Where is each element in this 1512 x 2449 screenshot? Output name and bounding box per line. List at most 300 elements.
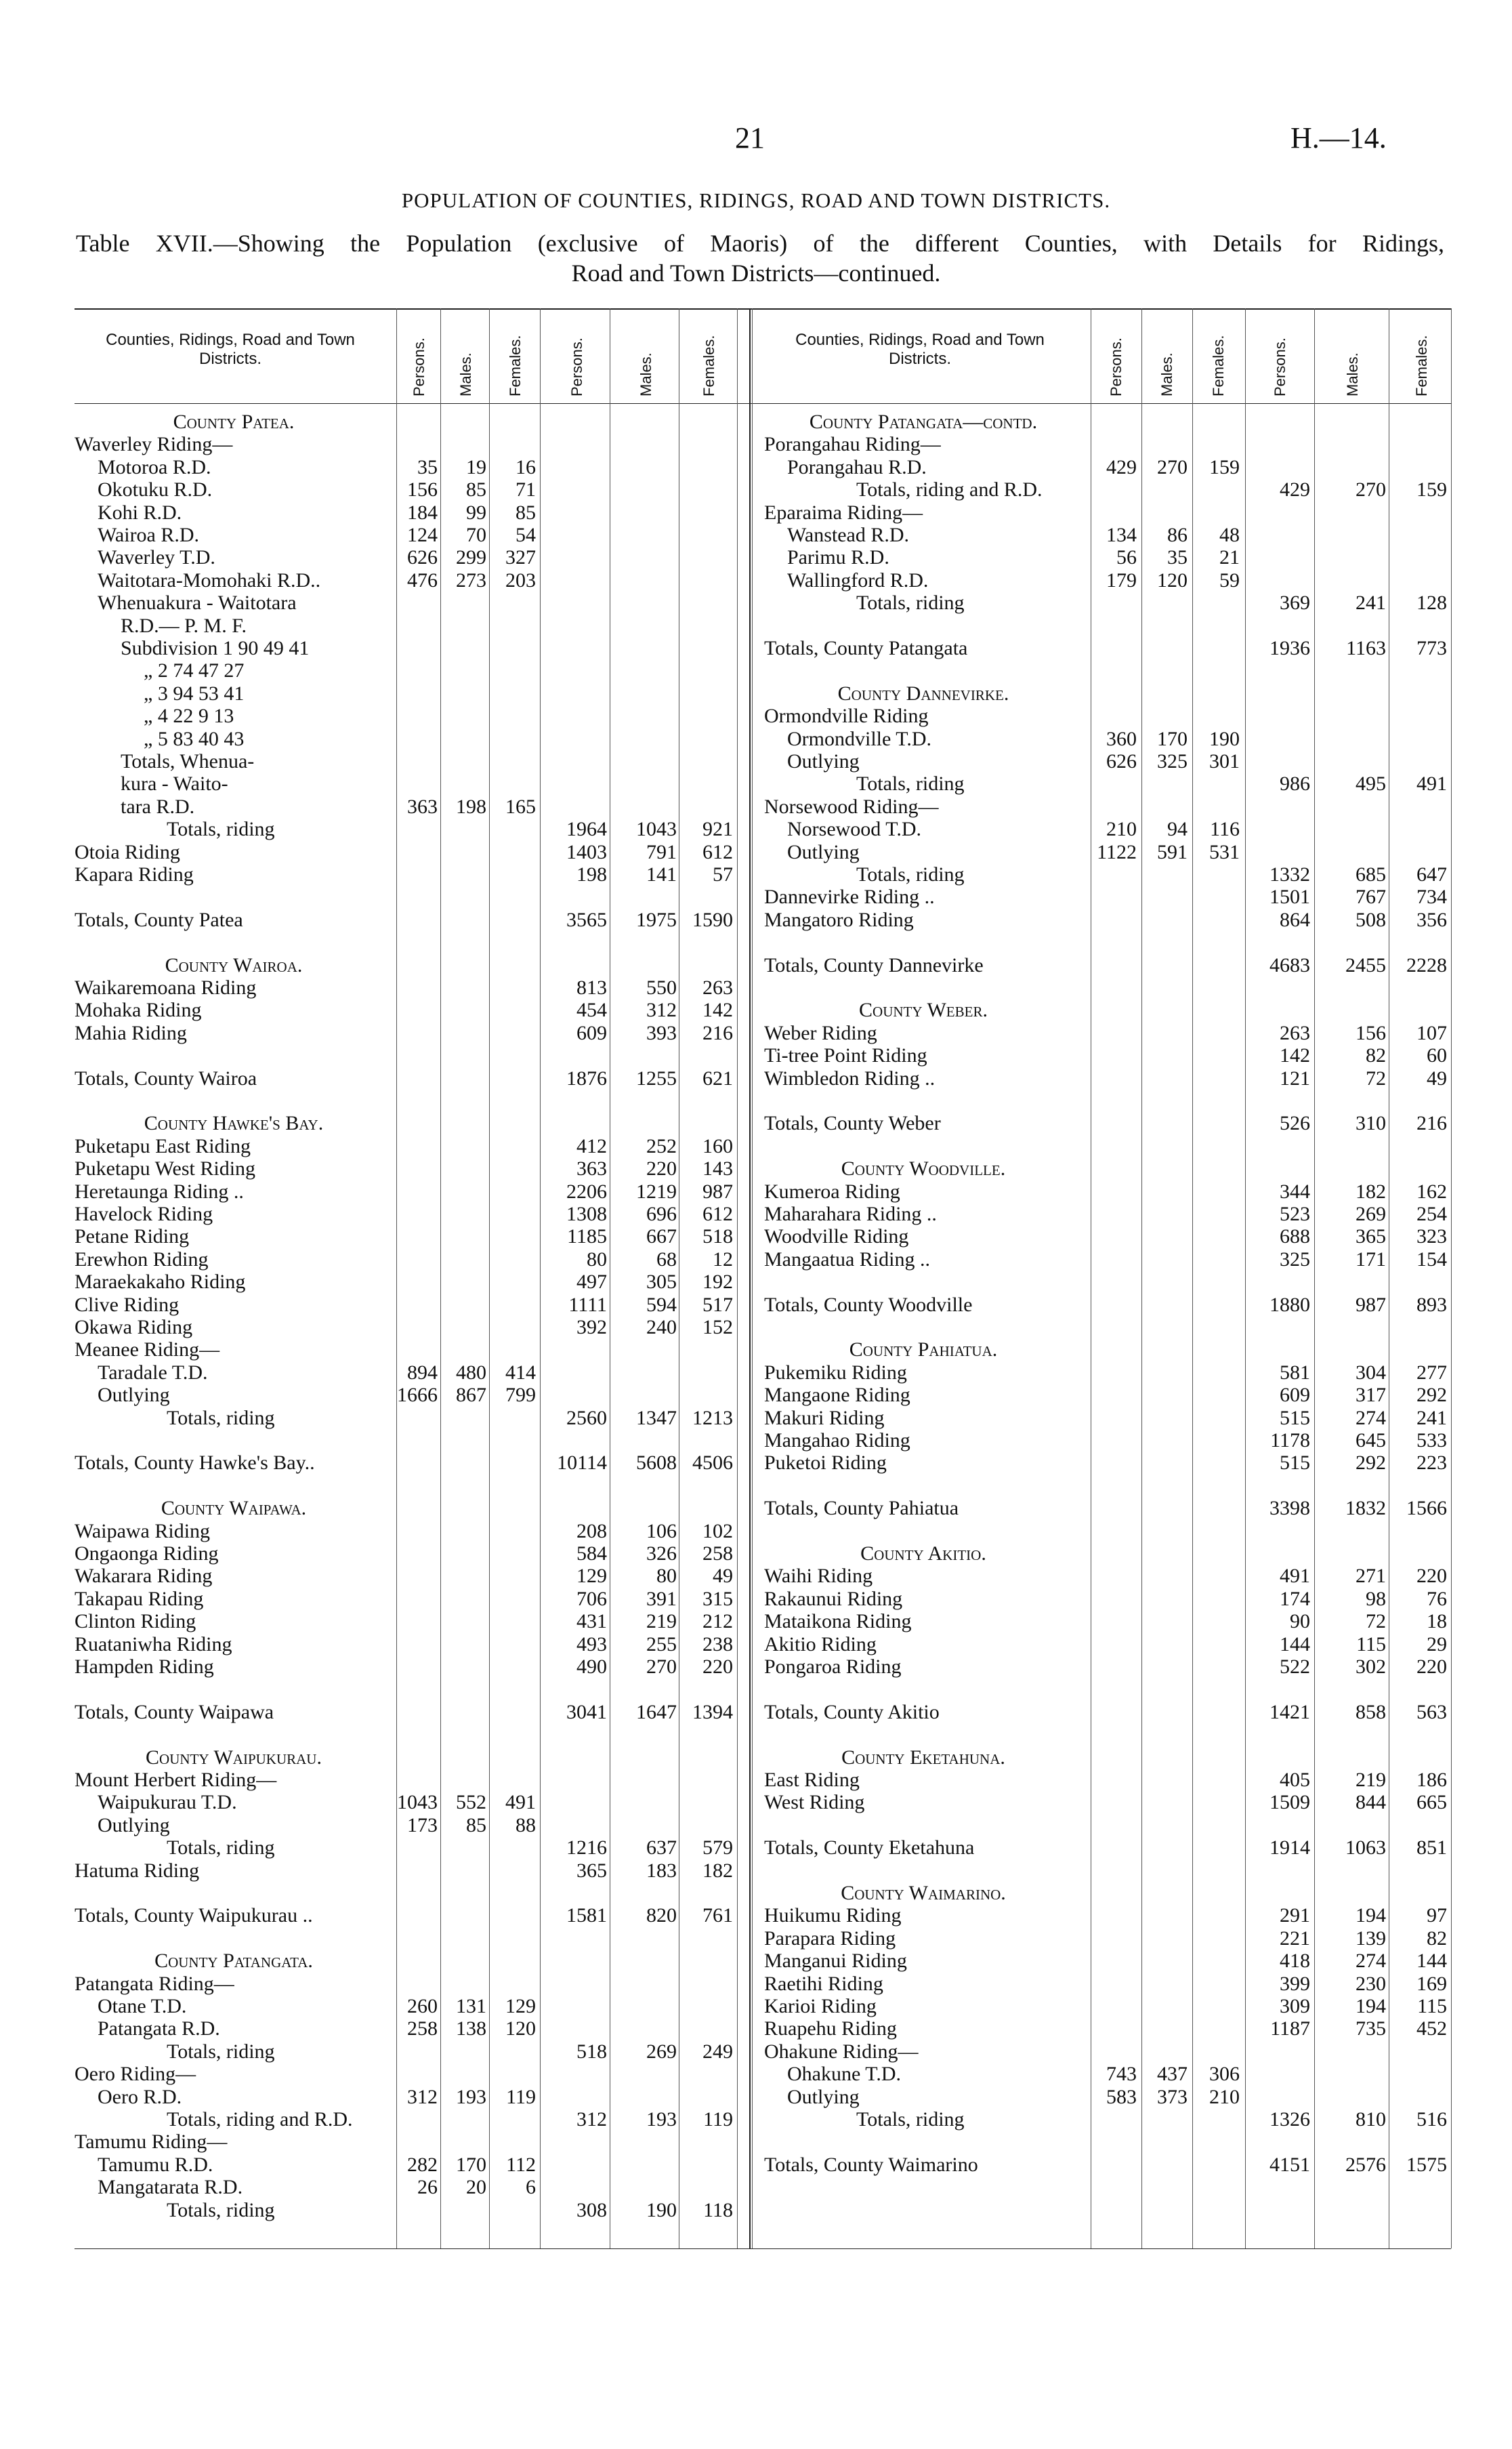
- district-name: Waihi Riding: [764, 1565, 873, 1588]
- page-title: POPULATION OF COUNTIES, RIDINGS, ROAD AND TOWN DISTRICTS.: [401, 188, 1111, 212]
- cell-persons: 4151: [1269, 2153, 1310, 2176]
- cell-females: 1394: [692, 1700, 733, 1723]
- county-heading-label: County Patangata.: [154, 1950, 313, 1973]
- cell-males: 844: [1356, 1791, 1386, 1814]
- district-name: Havelock Riding: [75, 1203, 213, 1225]
- cell-males: 194: [1356, 1904, 1386, 1927]
- table-row: [0, 1973, 1512, 1995]
- cell-females: 327: [505, 546, 536, 569]
- cell-males: 35: [1167, 546, 1188, 569]
- cell-females: 254: [1416, 1203, 1447, 1225]
- district-name: Petane Riding: [75, 1225, 190, 1248]
- cell-females: 60: [1427, 1044, 1447, 1067]
- cell-males: 99: [466, 501, 486, 524]
- cell-females: 88: [516, 1813, 536, 1836]
- district-name: Totals, County Weber: [764, 1112, 941, 1135]
- cell-females: 263: [702, 976, 733, 999]
- cell-males: 269: [646, 2040, 677, 2063]
- district-name: Hatuma Riding: [75, 1859, 200, 1882]
- county-heading: [0, 1338, 1512, 1361]
- cell-females: 142: [702, 999, 733, 1022]
- cell-males: 194: [1356, 1995, 1386, 2017]
- cell-males: 94: [1167, 818, 1188, 841]
- cell-persons: 258: [407, 2017, 438, 2040]
- cell-males: 5608: [636, 1452, 677, 1475]
- cell-males: 198: [456, 795, 486, 818]
- cell-females: 119: [506, 2085, 536, 2108]
- cell-persons: 260: [407, 1995, 438, 2017]
- cell-males: 391: [646, 1587, 677, 1610]
- cell-females: 143: [702, 1157, 733, 1180]
- table-row: [0, 524, 1512, 546]
- table-row: [0, 637, 1512, 659]
- cell-males: 182: [1356, 1180, 1386, 1203]
- cell-persons: 864: [1280, 908, 1310, 931]
- district-name: Mangaatua Riding ..: [764, 1248, 930, 1271]
- cell-males: 241: [1356, 592, 1386, 615]
- cell-males: 270: [646, 1655, 677, 1678]
- cell-persons: 363: [407, 795, 438, 818]
- cell-persons: 523: [1280, 1203, 1310, 1225]
- county-heading-label: County Patea.: [173, 411, 295, 433]
- district-name: Tamumu R.D.: [98, 2153, 213, 2176]
- county-heading: [0, 999, 1512, 1021]
- cell-persons: 309: [1280, 1995, 1310, 2017]
- county-heading: [0, 1882, 1512, 1904]
- table-row: [0, 546, 1512, 569]
- cell-males: 495: [1356, 773, 1386, 796]
- district-name: Totals, County Akitio: [764, 1700, 940, 1723]
- county-heading-label: County Pahiatua.: [849, 1338, 998, 1361]
- cell-persons: 363: [576, 1157, 607, 1180]
- cell-females: 851: [1416, 1836, 1447, 1859]
- district-name: Ohakune T.D.: [787, 2063, 902, 2086]
- cell-females: 987: [702, 1180, 733, 1203]
- district-name: Tamumu Riding—: [75, 2131, 228, 2154]
- cell-females: 1213: [692, 1406, 733, 1429]
- district-name: East Riding: [764, 1769, 860, 1791]
- district-name: Ohakune Riding—: [764, 2040, 919, 2063]
- cell-females: 190: [1209, 727, 1240, 750]
- cell-persons: 124: [407, 524, 438, 546]
- cell-males: 2455: [1345, 953, 1386, 976]
- cell-persons: 3041: [566, 1700, 607, 1723]
- cell-females: 301: [1209, 750, 1240, 773]
- cell-persons: 26: [417, 2176, 438, 2199]
- cell-males: 274: [1356, 1950, 1386, 1973]
- district-name: Dannevirke Riding ..: [764, 886, 935, 909]
- cell-males: 325: [1157, 750, 1188, 773]
- table-row: [0, 433, 1512, 455]
- district-name: Waipukurau T.D.: [98, 1791, 237, 1814]
- district-name: Totals, riding: [167, 2198, 275, 2221]
- cell-males: 156: [1356, 1021, 1386, 1044]
- district-name: Puketapu East Riding: [75, 1134, 251, 1157]
- cell-females: 76: [1427, 1587, 1447, 1610]
- cell-persons: 706: [576, 1587, 607, 1610]
- district-name: Patangata Riding—: [75, 1972, 234, 1995]
- cell-females: 563: [1416, 1700, 1447, 1723]
- table-row: [0, 1067, 1512, 1090]
- cell-males: 685: [1356, 863, 1386, 886]
- table-row: [0, 750, 1512, 773]
- cell-females: 154: [1416, 1248, 1447, 1271]
- table-bottom-rule: [75, 2248, 1451, 2249]
- cell-persons: 35: [417, 455, 438, 478]
- district-name: Patangata R.D.: [98, 2017, 220, 2040]
- table-row: [0, 592, 1512, 614]
- district-name: Totals, County Wairoa: [75, 1067, 257, 1090]
- cell-males: 85: [466, 478, 486, 501]
- table-row: [0, 1203, 1512, 1225]
- table-row: [0, 2063, 1512, 2085]
- cell-persons: 90: [1290, 1610, 1310, 1633]
- cell-females: 162: [1416, 1180, 1447, 1203]
- cell-females: 159: [1416, 478, 1447, 501]
- cell-males: 193: [456, 2085, 486, 2108]
- cell-males: 255: [646, 1632, 677, 1655]
- cell-persons: 179: [1106, 569, 1137, 592]
- cell-females: 71: [516, 478, 536, 501]
- column-header-males-left-1: Males.: [457, 352, 474, 396]
- cell-females: 57: [713, 863, 733, 886]
- cell-males: 190: [646, 2198, 677, 2221]
- cell-females: 102: [702, 1519, 733, 1542]
- cell-persons: 142: [1280, 1044, 1310, 1067]
- cell-persons: 431: [576, 1610, 607, 1633]
- cell-females: 258: [702, 1542, 733, 1565]
- district-name: Outlying: [787, 750, 860, 773]
- county-heading-label: County Weber.: [859, 999, 988, 1022]
- district-name: Norsewood T.D.: [787, 818, 922, 841]
- district-name: Kumeroa Riding: [764, 1180, 900, 1203]
- district-name: Outlying: [98, 1813, 170, 1836]
- table-row: [0, 1022, 1512, 1044]
- district-name: Parimu R.D.: [787, 546, 889, 569]
- document-code: H.—14.: [1290, 121, 1387, 155]
- district-name: Taradale T.D.: [98, 1361, 208, 1384]
- cell-males: 373: [1157, 2085, 1188, 2108]
- cell-females: 97: [1427, 1904, 1447, 1927]
- district-name: Totals, riding: [856, 863, 965, 886]
- table-row: [0, 841, 1512, 863]
- column-header-males-right-4: Males.: [1344, 352, 1361, 396]
- district-name: Raetihi Riding: [764, 1972, 883, 1995]
- cell-persons: 986: [1280, 773, 1310, 796]
- district-name: Wanstead R.D.: [787, 524, 910, 546]
- table-row: [0, 1429, 1512, 1452]
- district-name: Heretaunga Riding ..: [75, 1180, 244, 1203]
- district-name: Manganui Riding: [764, 1950, 907, 1973]
- cell-males: 141: [646, 863, 677, 886]
- table-row: [0, 705, 1512, 727]
- cell-persons: 1501: [1269, 886, 1310, 909]
- cell-males: 1043: [636, 818, 677, 841]
- table-row: [0, 863, 1512, 886]
- table-row: [0, 1655, 1512, 1678]
- cell-persons: 3565: [566, 908, 607, 931]
- county-heading-label: County Waimarino.: [841, 1882, 1006, 1904]
- table-row: [0, 954, 1512, 976]
- district-name: Ti-tree Point Riding: [764, 1044, 927, 1067]
- page-number: 21: [735, 121, 765, 155]
- table-row: [0, 773, 1512, 795]
- table-row: [0, 501, 1512, 524]
- table-row: [0, 909, 1512, 931]
- table-row: [0, 1610, 1512, 1632]
- cell-males: 183: [646, 1859, 677, 1882]
- cell-females: 356: [1416, 908, 1447, 931]
- cell-persons: 4683: [1269, 953, 1310, 976]
- county-heading-label: County Eketahuna.: [841, 1746, 1005, 1769]
- district-name: „ 5 83 40 43: [144, 727, 245, 750]
- column-header-persons-right-3: Persons.: [1272, 337, 1288, 396]
- cell-persons: 210: [1106, 818, 1137, 841]
- district-name: Totals, County Patea: [75, 908, 243, 931]
- column-header-females-right-2: Females.: [1210, 335, 1227, 396]
- district-name: Mohaka Riding: [75, 999, 202, 1022]
- cell-males: 220: [646, 1157, 677, 1180]
- cell-females: 120: [505, 2017, 536, 2040]
- cell-persons: 429: [1280, 478, 1310, 501]
- table-row: [0, 1723, 1512, 1746]
- table-row: [0, 1520, 1512, 1542]
- column-header-females-left-2: Females.: [507, 335, 524, 396]
- cell-persons: 429: [1106, 455, 1137, 478]
- cell-females: 160: [702, 1134, 733, 1157]
- cell-females: 533: [1416, 1429, 1447, 1452]
- district-name: Oero R.D.: [98, 2085, 182, 2108]
- cell-males: 365: [1356, 1225, 1386, 1248]
- district-name: „ 2 74 47 27: [144, 659, 245, 682]
- district-name: Waipawa Riding: [75, 1519, 211, 1542]
- cell-persons: 609: [576, 1021, 607, 1044]
- table-row: [0, 1316, 1512, 1338]
- cell-persons: 515: [1280, 1452, 1310, 1475]
- cell-females: 612: [702, 1203, 733, 1225]
- table-row: [0, 2086, 1512, 2108]
- table-row: [0, 1927, 1512, 1950]
- cell-males: 735: [1356, 2017, 1386, 2040]
- district-name: Totals, County Waimarino: [764, 2153, 978, 2176]
- cell-males: 19: [466, 455, 486, 478]
- cell-persons: 688: [1280, 1225, 1310, 1248]
- table-row: [0, 2199, 1512, 2221]
- table-row: [0, 818, 1512, 840]
- cell-persons: 344: [1280, 1180, 1310, 1203]
- table-row: [0, 1769, 1512, 1791]
- cell-females: 1590: [692, 908, 733, 931]
- district-name: Mahia Riding: [75, 1021, 187, 1044]
- district-name: Mangaone Riding: [764, 1384, 910, 1407]
- cell-persons: 1964: [566, 818, 607, 841]
- cell-males: 106: [646, 1519, 677, 1542]
- cell-females: 220: [1416, 1655, 1447, 1678]
- district-name: Erewhon Riding: [75, 1248, 209, 1271]
- cell-persons: 515: [1280, 1406, 1310, 1429]
- cell-males: 299: [456, 546, 486, 569]
- cell-persons: 1122: [1097, 840, 1137, 863]
- cell-females: 6: [526, 2176, 536, 2199]
- district-name: Motoroa R.D.: [98, 455, 211, 478]
- cell-females: 1566: [1406, 1497, 1447, 1520]
- cell-females: 220: [702, 1655, 733, 1678]
- cell-females: 452: [1416, 2017, 1447, 2040]
- table-row: [0, 976, 1512, 999]
- table-row: [0, 1090, 1512, 1112]
- cell-males: 269: [1356, 1203, 1386, 1225]
- cell-persons: 493: [576, 1632, 607, 1655]
- cell-persons: 522: [1280, 1655, 1310, 1678]
- cell-females: 621: [702, 1067, 733, 1090]
- table-row: [0, 1995, 1512, 2017]
- cell-females: 182: [702, 1859, 733, 1882]
- county-heading-label: County Patangata—contd.: [809, 411, 1038, 433]
- cell-females: 116: [1210, 818, 1240, 841]
- table-row: [0, 1407, 1512, 1429]
- cell-persons: 584: [576, 1542, 607, 1565]
- cell-persons: 263: [1280, 1021, 1310, 1044]
- cell-males: 85: [466, 1813, 486, 1836]
- cell-males: 637: [646, 1836, 677, 1859]
- district-name: Mangatarata R.D.: [98, 2176, 243, 2199]
- cell-persons: 392: [576, 1316, 607, 1338]
- cell-males: 987: [1356, 1293, 1386, 1316]
- table-row: [0, 2017, 1512, 2040]
- cell-females: 516: [1416, 2108, 1447, 2131]
- cell-males: 170: [1157, 727, 1188, 750]
- district-name: Wakarara Riding: [75, 1565, 213, 1588]
- cell-males: 70: [466, 524, 486, 546]
- cell-persons: 1403: [566, 840, 607, 863]
- cell-persons: 221: [1280, 1927, 1310, 1950]
- table-row: [0, 1814, 1512, 1836]
- cell-persons: 454: [576, 999, 607, 1022]
- cell-males: 1219: [636, 1180, 677, 1203]
- district-name: Pongaroa Riding: [764, 1655, 902, 1678]
- cell-females: 665: [1416, 1791, 1447, 1814]
- cell-persons: 121: [1280, 1067, 1310, 1090]
- table-row: [0, 569, 1512, 592]
- cell-females: 1575: [1406, 2153, 1447, 2176]
- district-name: kura - Waito-: [121, 773, 228, 796]
- cell-persons: 743: [1106, 2063, 1137, 2086]
- table-row: [0, 456, 1512, 478]
- cell-males: 230: [1356, 1972, 1386, 1995]
- cell-females: 192: [702, 1271, 733, 1294]
- district-name: Ruataniwha Riding: [75, 1632, 232, 1655]
- district-name: Totals, County Hawke's Bay..: [75, 1452, 315, 1475]
- cell-persons: 518: [576, 2040, 607, 2063]
- cell-females: 414: [505, 1361, 536, 1384]
- cell-males: 98: [1366, 1587, 1386, 1610]
- cell-females: 203: [505, 569, 536, 592]
- cell-females: 169: [1416, 1972, 1447, 1995]
- cell-males: 171: [1356, 1248, 1386, 1271]
- cell-persons: 1185: [567, 1225, 607, 1248]
- table-row: [0, 1384, 1512, 1406]
- district-name: tara R.D.: [121, 795, 195, 818]
- cell-females: 4506: [692, 1452, 733, 1475]
- cell-males: 645: [1356, 1429, 1386, 1452]
- cell-females: 49: [713, 1565, 733, 1588]
- cell-persons: 173: [407, 1813, 438, 1836]
- table-row: [0, 1904, 1512, 1927]
- cell-females: 761: [702, 1904, 733, 1927]
- district-name: Totals, riding and R.D.: [167, 2108, 353, 2131]
- cell-persons: 1332: [1269, 863, 1310, 886]
- cell-females: 112: [506, 2153, 536, 2176]
- table-row: [0, 886, 1512, 908]
- cell-persons: 144: [1280, 1632, 1310, 1655]
- table-row: [0, 1701, 1512, 1723]
- cell-males: 72: [1366, 1067, 1386, 1090]
- cell-persons: 1326: [1269, 2108, 1310, 2131]
- cell-persons: 418: [1280, 1950, 1310, 1973]
- district-name: Ongaonga Riding: [75, 1542, 219, 1565]
- district-name: Totals, riding: [856, 2108, 965, 2131]
- cell-females: 216: [1416, 1112, 1447, 1135]
- cell-males: 326: [646, 1542, 677, 1565]
- district-name: Takapau Riding: [75, 1587, 204, 1610]
- cell-females: 165: [505, 795, 536, 818]
- cell-persons: 56: [1116, 546, 1137, 569]
- district-name: Kohi R.D.: [98, 501, 182, 524]
- cell-females: 59: [1219, 569, 1240, 592]
- cell-males: 867: [456, 1384, 486, 1407]
- district-name: Mount Herbert Riding—: [75, 1769, 277, 1791]
- cell-females: 893: [1416, 1293, 1447, 1316]
- county-heading: [0, 682, 1512, 705]
- district-name: Okawa Riding: [75, 1316, 193, 1338]
- district-name: Ormondville T.D.: [787, 727, 932, 750]
- table-row: [0, 615, 1512, 637]
- cell-males: 1647: [636, 1700, 677, 1723]
- cell-males: 252: [646, 1134, 677, 1157]
- cell-persons: 1043: [397, 1791, 438, 1814]
- district-name: Huikumu Riding: [764, 1904, 902, 1927]
- district-name: Outlying: [787, 840, 860, 863]
- district-name: Totals, riding: [167, 1836, 275, 1859]
- county-heading-label: County Waipukurau.: [146, 1746, 322, 1769]
- table-row: [0, 796, 1512, 818]
- cell-females: 773: [1416, 637, 1447, 659]
- cell-males: 1063: [1345, 1836, 1386, 1859]
- cell-persons: 291: [1280, 1904, 1310, 1927]
- cell-males: 437: [1157, 2063, 1188, 2086]
- district-name: Maraekakaho Riding: [75, 1271, 246, 1294]
- cell-males: 1163: [1346, 637, 1386, 659]
- district-name: Totals, riding: [167, 818, 275, 841]
- cell-persons: 2206: [566, 1180, 607, 1203]
- cell-persons: 3398: [1269, 1497, 1310, 1520]
- district-name: Totals, County Eketahuna: [764, 1836, 975, 1859]
- cell-females: 49: [1427, 1067, 1447, 1090]
- table-row: [0, 1361, 1512, 1384]
- cell-females: 29: [1427, 1632, 1447, 1655]
- table-row: [0, 1452, 1512, 1474]
- district-name: Totals, Whenua-: [121, 750, 255, 773]
- column-header-males-left-4: Males.: [637, 352, 654, 396]
- cell-males: 810: [1356, 2108, 1386, 2131]
- cell-males: 791: [646, 840, 677, 863]
- district-name: Totals, riding: [856, 592, 965, 615]
- district-name: Porangahau Riding—: [764, 433, 941, 456]
- cell-males: 138: [456, 2017, 486, 2040]
- cell-females: 186: [1416, 1769, 1447, 1791]
- cell-females: 223: [1416, 1452, 1447, 1475]
- cell-males: 305: [646, 1271, 677, 1294]
